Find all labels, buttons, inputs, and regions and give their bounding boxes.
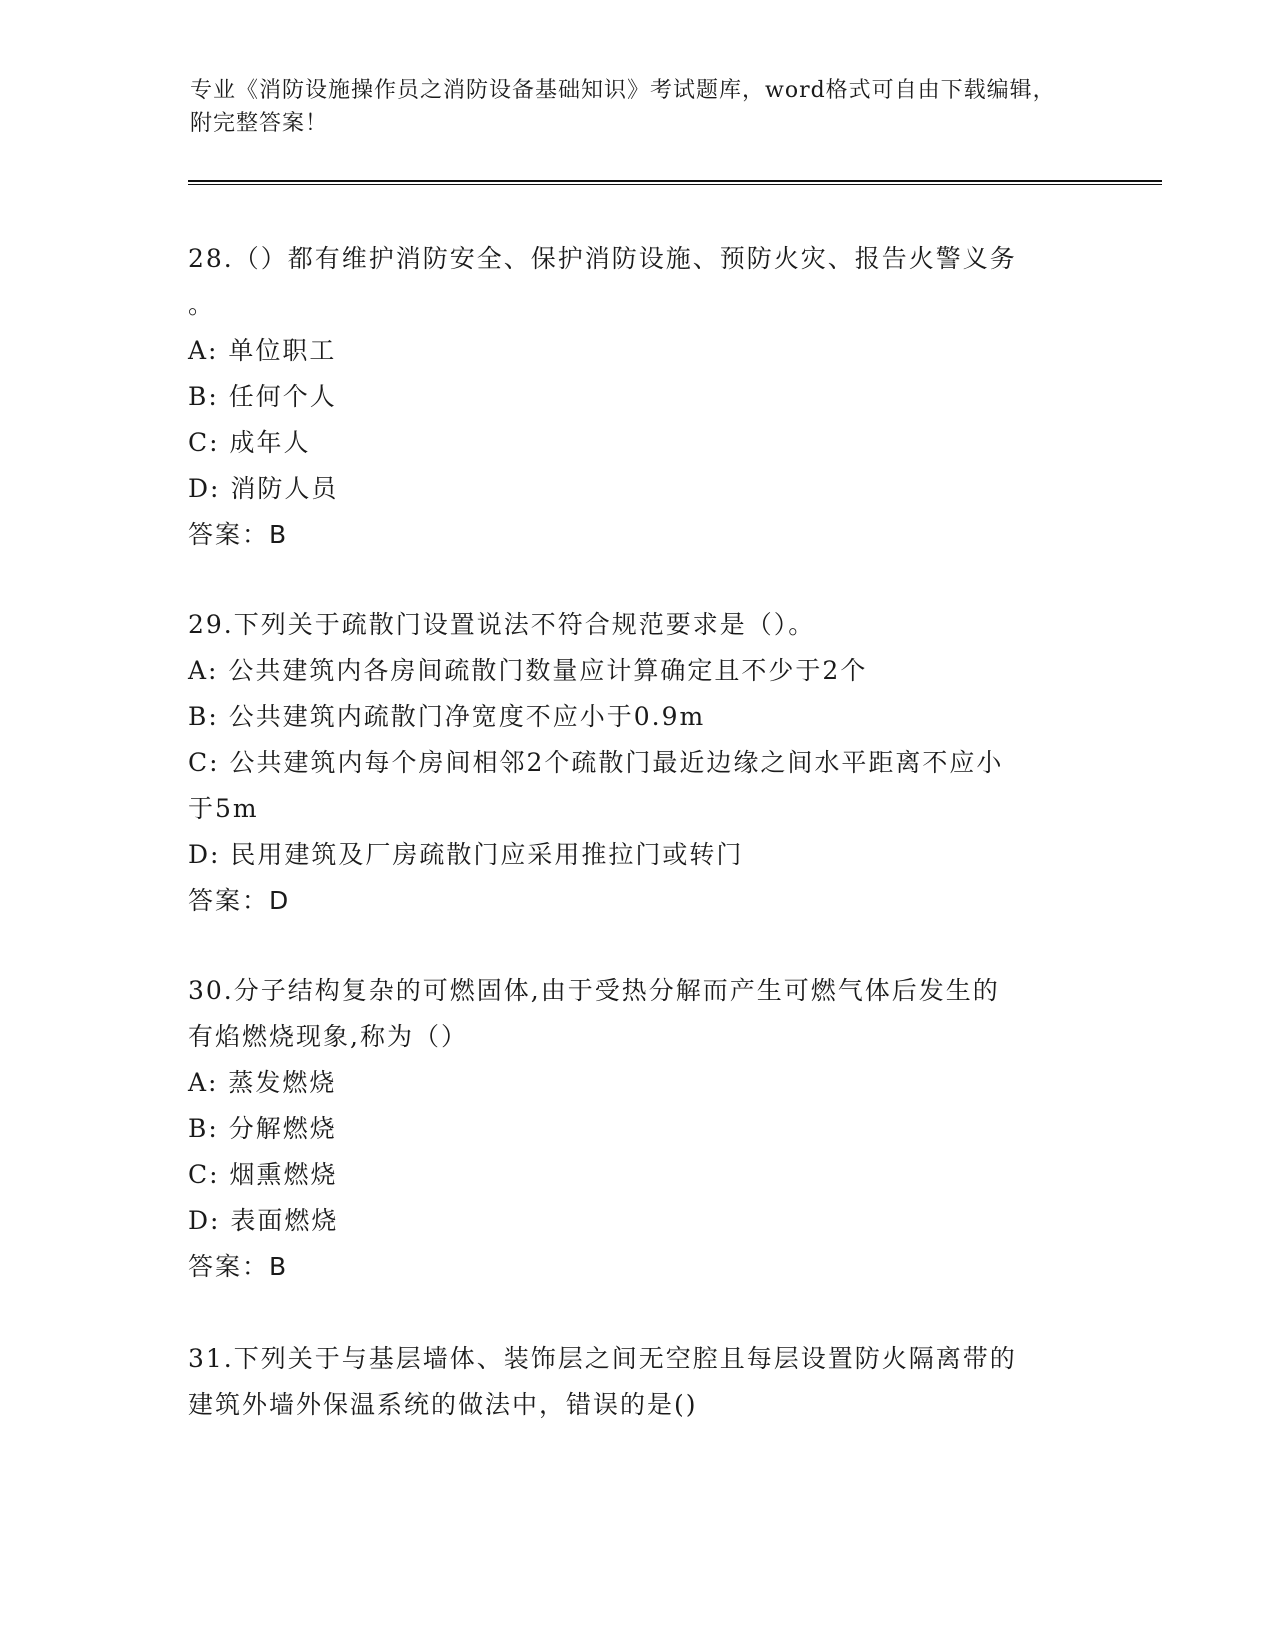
question-31	[188, 1336, 1088, 1428]
option-d: D: 表面燃烧	[188, 1206, 339, 1235]
option-b: B: 分解燃烧	[188, 1114, 337, 1143]
option-c: C: 公共建筑内每个房间相邻2个疏散门最近边缘之间水平距离不应小	[188, 748, 1004, 777]
question-30	[188, 968, 1088, 1290]
option-d: D: 消防人员	[188, 474, 339, 503]
question-stem: 30.分子结构复杂的可燃固体,由于受热分解而产生可燃气体后发生的	[188, 976, 1000, 1005]
option-c-continued: 于5m	[188, 794, 259, 823]
document-header: 专业《消防设施操作员之消防设备基础知识》考试题库，word格式可自由下载编辑，附完整答案！	[190, 78, 1056, 136]
option-c: C: 成年人	[188, 428, 311, 457]
answer: 答案：B	[188, 1252, 289, 1281]
answer: 答案：B	[188, 520, 289, 549]
question-stem: 有焰燃烧现象,称为（）	[188, 1022, 468, 1051]
option-b: B: 任何个人	[188, 382, 337, 411]
question-stem: 建筑外墙外保温系统的做法中，错误的是()	[188, 1390, 698, 1419]
option-c: C: 烟熏燃烧	[188, 1160, 338, 1189]
question-stem: 29.下列关于疏散门设置说法不符合规范要求是（）。	[188, 610, 816, 639]
option-a: A: 蒸发燃烧	[188, 1068, 337, 1097]
option-a: A: 公共建筑内各房间疏散门数量应计算确定且不少于2个	[188, 656, 868, 685]
question-28	[188, 236, 1088, 558]
answer: 答案：D	[188, 886, 291, 915]
option-b: B: 公共建筑内疏散门净宽度不应小于0.9m	[188, 702, 706, 731]
question-29	[188, 602, 1088, 924]
question-stem: 31.下列关于与基层墙体、装饰层之间无空腔且每层设置防火隔离带的	[188, 1344, 1017, 1373]
question-stem: 28.（）都有维护消防安全、保护消防设施、预防火灾、报告火警义务	[188, 244, 1017, 273]
option-d: D: 民用建筑及厂房疏散门应采用推拉门或转门	[188, 840, 744, 869]
option-a: A: 单位职工	[188, 336, 337, 365]
question-stem: 。	[188, 290, 216, 319]
header-divider-thin	[188, 184, 1162, 185]
header-divider	[188, 180, 1162, 182]
